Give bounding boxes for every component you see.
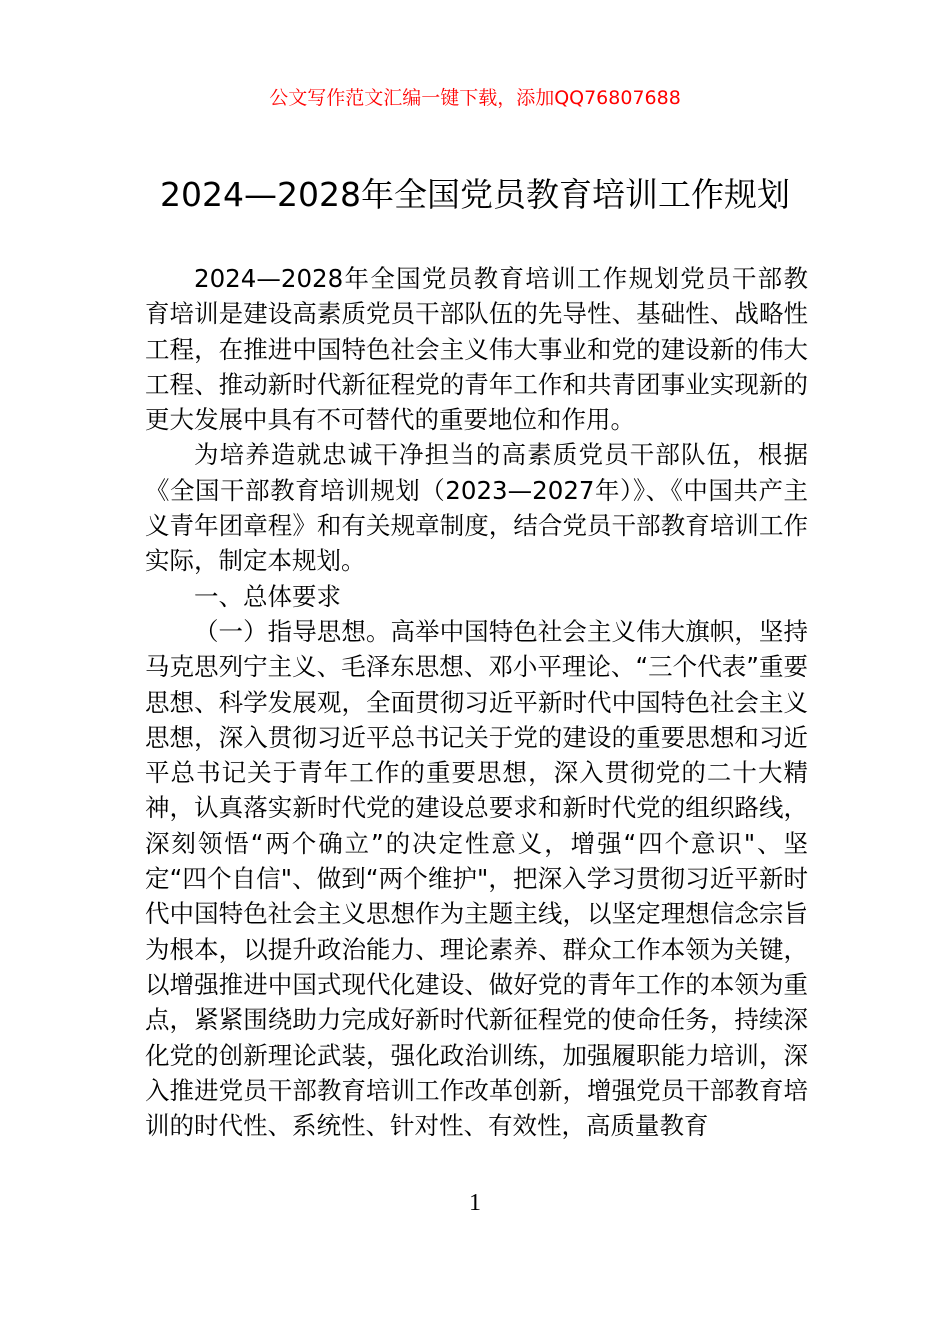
page-number: 1 [469,1190,481,1216]
paragraph-intro: 2024—2028年全国党员教育培训工作规划党员干部教育培训是建设高素质党员干部队伍的先导性、基础性、战略性工程，在推进中国特色社会主义伟大事业和党的建设新的伟大工程、推动新时代新征程党的青年工作和共青团事业实现新的更大发展中具有不可替代的重要地位和作用。 [145,264,808,435]
document-title: 2024—2028年全国党员教育培训工作规划 [160,175,790,214]
section-heading-general-requirements: 一、总体要求 [194,581,341,611]
download-notice: 公文写作范文汇编一键下载，添加QQ76807688 [269,87,681,109]
document-body [145,261,808,1143]
paragraph-guiding-ideology: （一）指导思想。高举中国特色社会主义伟大旗帜，坚持马克思列宁主义、毛泽东思想、邓小平理论、“三个代表”重要思想、科学发展观，全面贯彻习近平新时代中国特色社会主义思想，深入贯彻习近平总书记关于党的建设的重要思想和习近平总书记关于青年工作的重要思想，深入贯彻党的二十大精神，认真落实新时代党的建设总要求和新时代党的组织路线，深刻领悟“两个确立”的决定性意义，增强“四个意识"、坚定“四个自信"、做到“两个维护"，把深入学习贯彻习近平新时代中国特色社会主义思想作为主题主线，以坚定理想信念宗旨为根本，以提升政治能力、理论素养、群众工作本领为关键，以增强推进中国式现代化建设、做好党的青年工作的本领为重点，紧紧围绕助力完成好新时代新征程党的使命任务，持续深化党的创新理论武装，强化政治训练，加强履职能力培训，深入推进党员干部教育培训工作改革创新，增强党员干部教育培训的时代性、系统性、针对性、有效性，高质量教育 [145,616,808,1141]
paragraph-basis: 为培养造就忠诚干净担当的高素质党员干部队伍，根据《全国干部教育培训规划（2023—2027年）》、《中国共产主义青年团章程》和有关规章制度，结合党员干部教育培训工作实际，制定本规划。 [145,440,808,576]
